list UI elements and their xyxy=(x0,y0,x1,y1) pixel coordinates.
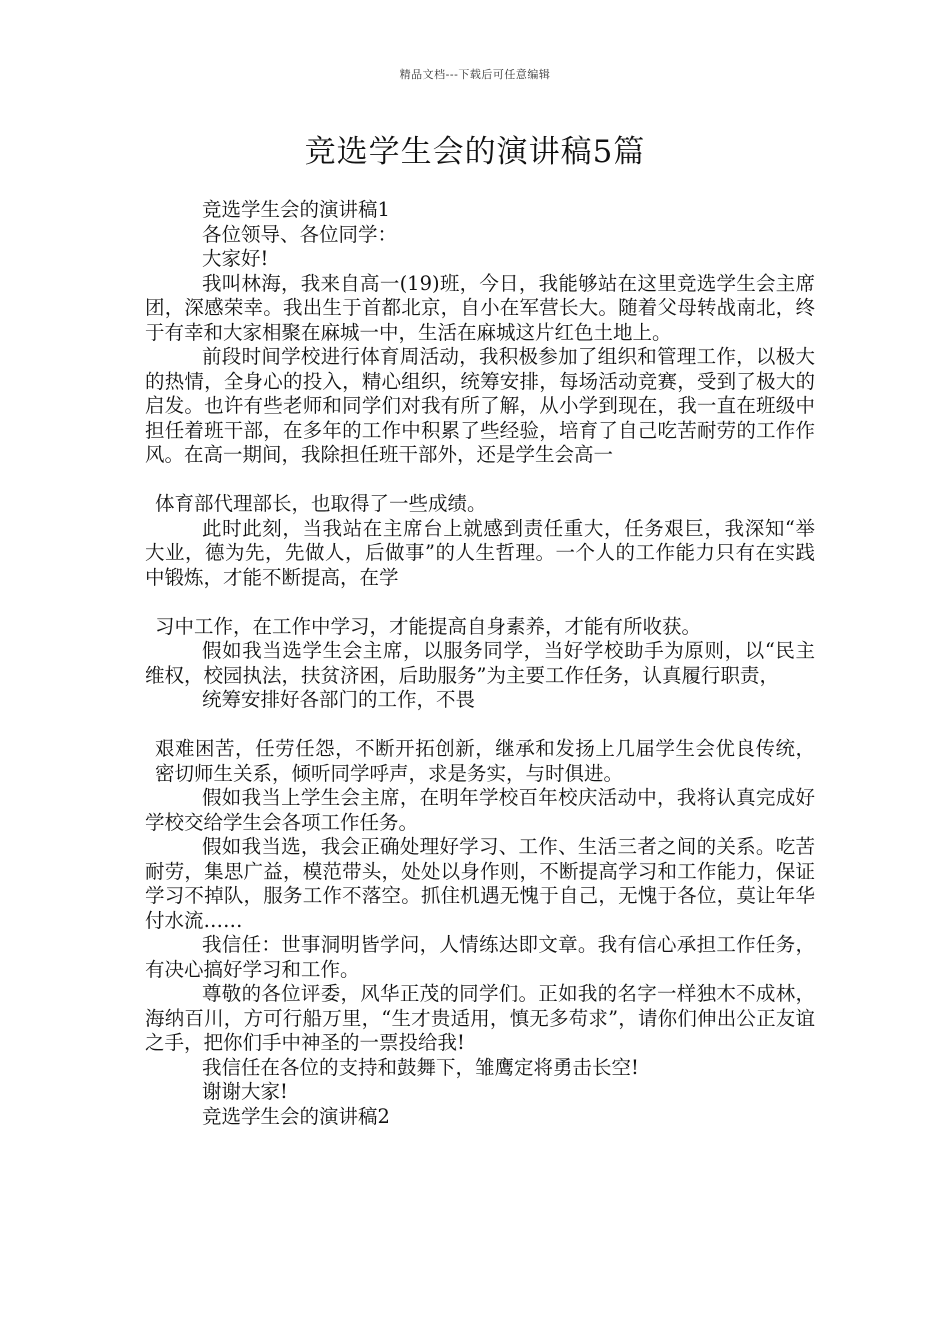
salutation: 各位领导、各位同学： xyxy=(202,222,398,246)
page-title: 竞选学生会的演讲稿5篇 xyxy=(304,134,646,170)
section-heading-speech-2: 竞选学生会的演讲稿2 xyxy=(202,1104,390,1128)
header-note: 精品文档---下载后可任意编辑 xyxy=(399,68,551,81)
paragraph-responsibility: 此时此刻，当我站在主席台上就感到责任重大，任务艰巨，我深知“举大业，德为先，先做人，后做事”的人生哲理。一个人的工作能力只有在实践中锻炼，才能不断提高，在学 xyxy=(145,516,815,589)
paragraph-confidence: 我信任在各位的支持和鼓舞下，雏鹰定将勇击长空! xyxy=(202,1055,639,1079)
paragraph-experience-cont: 体育部代理部长，也取得了一些成绩。 xyxy=(155,492,487,515)
document-body xyxy=(145,198,815,1129)
paragraph-thanks: 谢谢大家! xyxy=(202,1080,288,1103)
paragraph-intro: 我叫林海，我来自高一(19)班，今日，我能够站在这里竞选学生会主席团，深感荣幸。我出生于首都北京，自小在军营长大。随着父母转战南北，终于有幸和大家相聚在麻城一中，生活在麻城这片红色土地上。 xyxy=(145,271,815,344)
paragraph-coordinate-cont: 艰难困苦，任劳任怨，不断开拓创新，继承和发扬上几届学生会优良传统，密切师生关系，倾听同学呼声，求是务实，与时俱进。 xyxy=(155,737,815,785)
section-heading-speech-1: 竞选学生会的演讲稿1 xyxy=(202,198,390,221)
paragraph-belief: 我信任：世事洞明皆学问，人情练达即文章。我有信心承担工作任务，有决心搞好学习和工作。 xyxy=(145,933,815,981)
paragraph-experience: 前段时间学校进行体育周活动，我积极参加了组织和管理工作，以极大的热情，全身心的投入，精心组织，统筹安排，每场活动竞赛，受到了极大的启发。也许有些老师和同学们对我有所了解，从小学到现在，我一直在班级中担任着班干部，在多年的工作中积累了些经验，培育了自己吃苦耐劳的工作作风。在高一期间，我除担任班干部外，还是学生会高一 xyxy=(145,345,815,466)
paragraph-appeal: 尊敬的各位评委，风华正茂的同学们。正如我的名字一样独木不成林，海纳百川，方可行船万里，“生才贵适用，慎无多苟求”，请你们伸出公正友谊之手，把你们手中神圣的一票投给我! xyxy=(145,982,815,1054)
paragraph-balance: 假如我当选，我会正确处理好学习、工作、生活三者之间的关系。吃苦耐劳，集思广益，模范带头，处处以身作则，不断提高学习和工作能力，保证学习不掉队，服务工作不落空。抓住机遇无愧于自己，无愧于各位，莫让年华付水流…… xyxy=(145,835,815,932)
paragraph-responsibility-cont: 习中工作，在工作中学习，才能提高自身素养，才能有所收获。 xyxy=(155,614,702,638)
greeting: 大家好! xyxy=(202,247,269,270)
paragraph-anniversary: 假如我当上学生会主席，在明年学校百年校庆活动中，我将认真完成好学校交给学生会各项工作任务。 xyxy=(145,786,815,834)
paragraph-if-elected: 假如我当选学生会主席，以服务同学，当好学校助手为原则，以“民主维权，校园执法，扶贫济困，后助服务”为主要工作任务，认真履行职责， xyxy=(145,639,815,687)
paragraph-coordinate: 统筹安排好各部门的工作，不畏 xyxy=(202,688,476,711)
